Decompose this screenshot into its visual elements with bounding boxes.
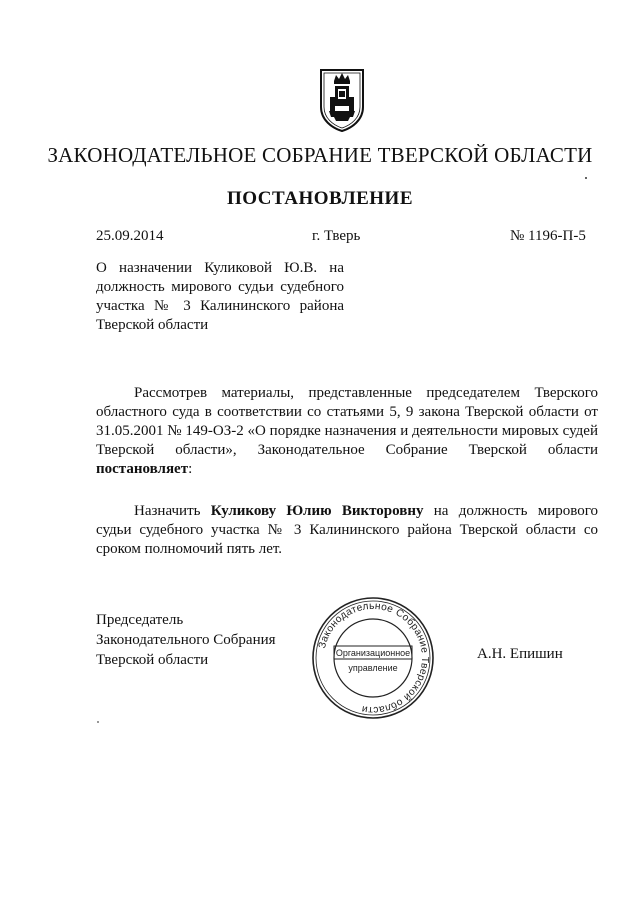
signer-line-1: Председатель	[96, 612, 184, 628]
speck	[97, 721, 99, 723]
organization-title: ЗАКОНОДАТЕЛЬНОЕ СОБРАНИЕ ТВЕРСКОЙ ОБЛАСТИ	[47, 143, 593, 167]
seal-center-line-1: Организационное	[335, 648, 411, 658]
coat-of-arms-icon	[318, 67, 366, 133]
document-city: г. Тверь	[312, 228, 361, 244]
signer-name: А.Н. Епишин	[477, 646, 563, 662]
speck	[585, 177, 587, 179]
official-seal	[309, 594, 437, 722]
seal-ring-text: Законодательное Собрание Тверской области	[317, 600, 431, 716]
signer-title	[96, 610, 276, 670]
p1-text: Рассмотрев материалы, представленные председателем Тверского областного суда в соответствии со статьями 5, 9 закона Тверской области от 31.05.2001 № 149-ОЗ-2 «О порядке назначения и деятельности мировых судей Тверской области», Законодательное Собрание Тверской области	[96, 385, 598, 458]
p1-bold: постановляет	[96, 461, 189, 477]
body-paragraph-2	[96, 502, 598, 559]
signer-line-3: Тверской области	[96, 652, 209, 668]
document-date: 25.09.2014	[96, 228, 164, 244]
p2-start: Назначить	[134, 503, 211, 519]
p2-end: на должность мирового судьи судебного участка № 3 Калининского района Тверской области со сроком полномочий пять лет.	[96, 503, 598, 557]
document-type: ПОСТАНОВЛЕНИЕ	[226, 188, 414, 209]
seal-center-line-2: управление	[348, 663, 398, 673]
p1-tail: :	[188, 461, 193, 477]
signer-line-2: Законодательного Собрания	[96, 632, 276, 648]
p2-bold: Куликову Юлию Викторовну	[210, 503, 424, 519]
document-subject: О назначении Куликовой Ю.В. на должность мирового судьи судебного участка № 3 Калининского района Тверской области	[96, 260, 344, 333]
body-paragraph-1	[96, 384, 598, 479]
document-number: № 1196-П-5	[510, 228, 586, 244]
